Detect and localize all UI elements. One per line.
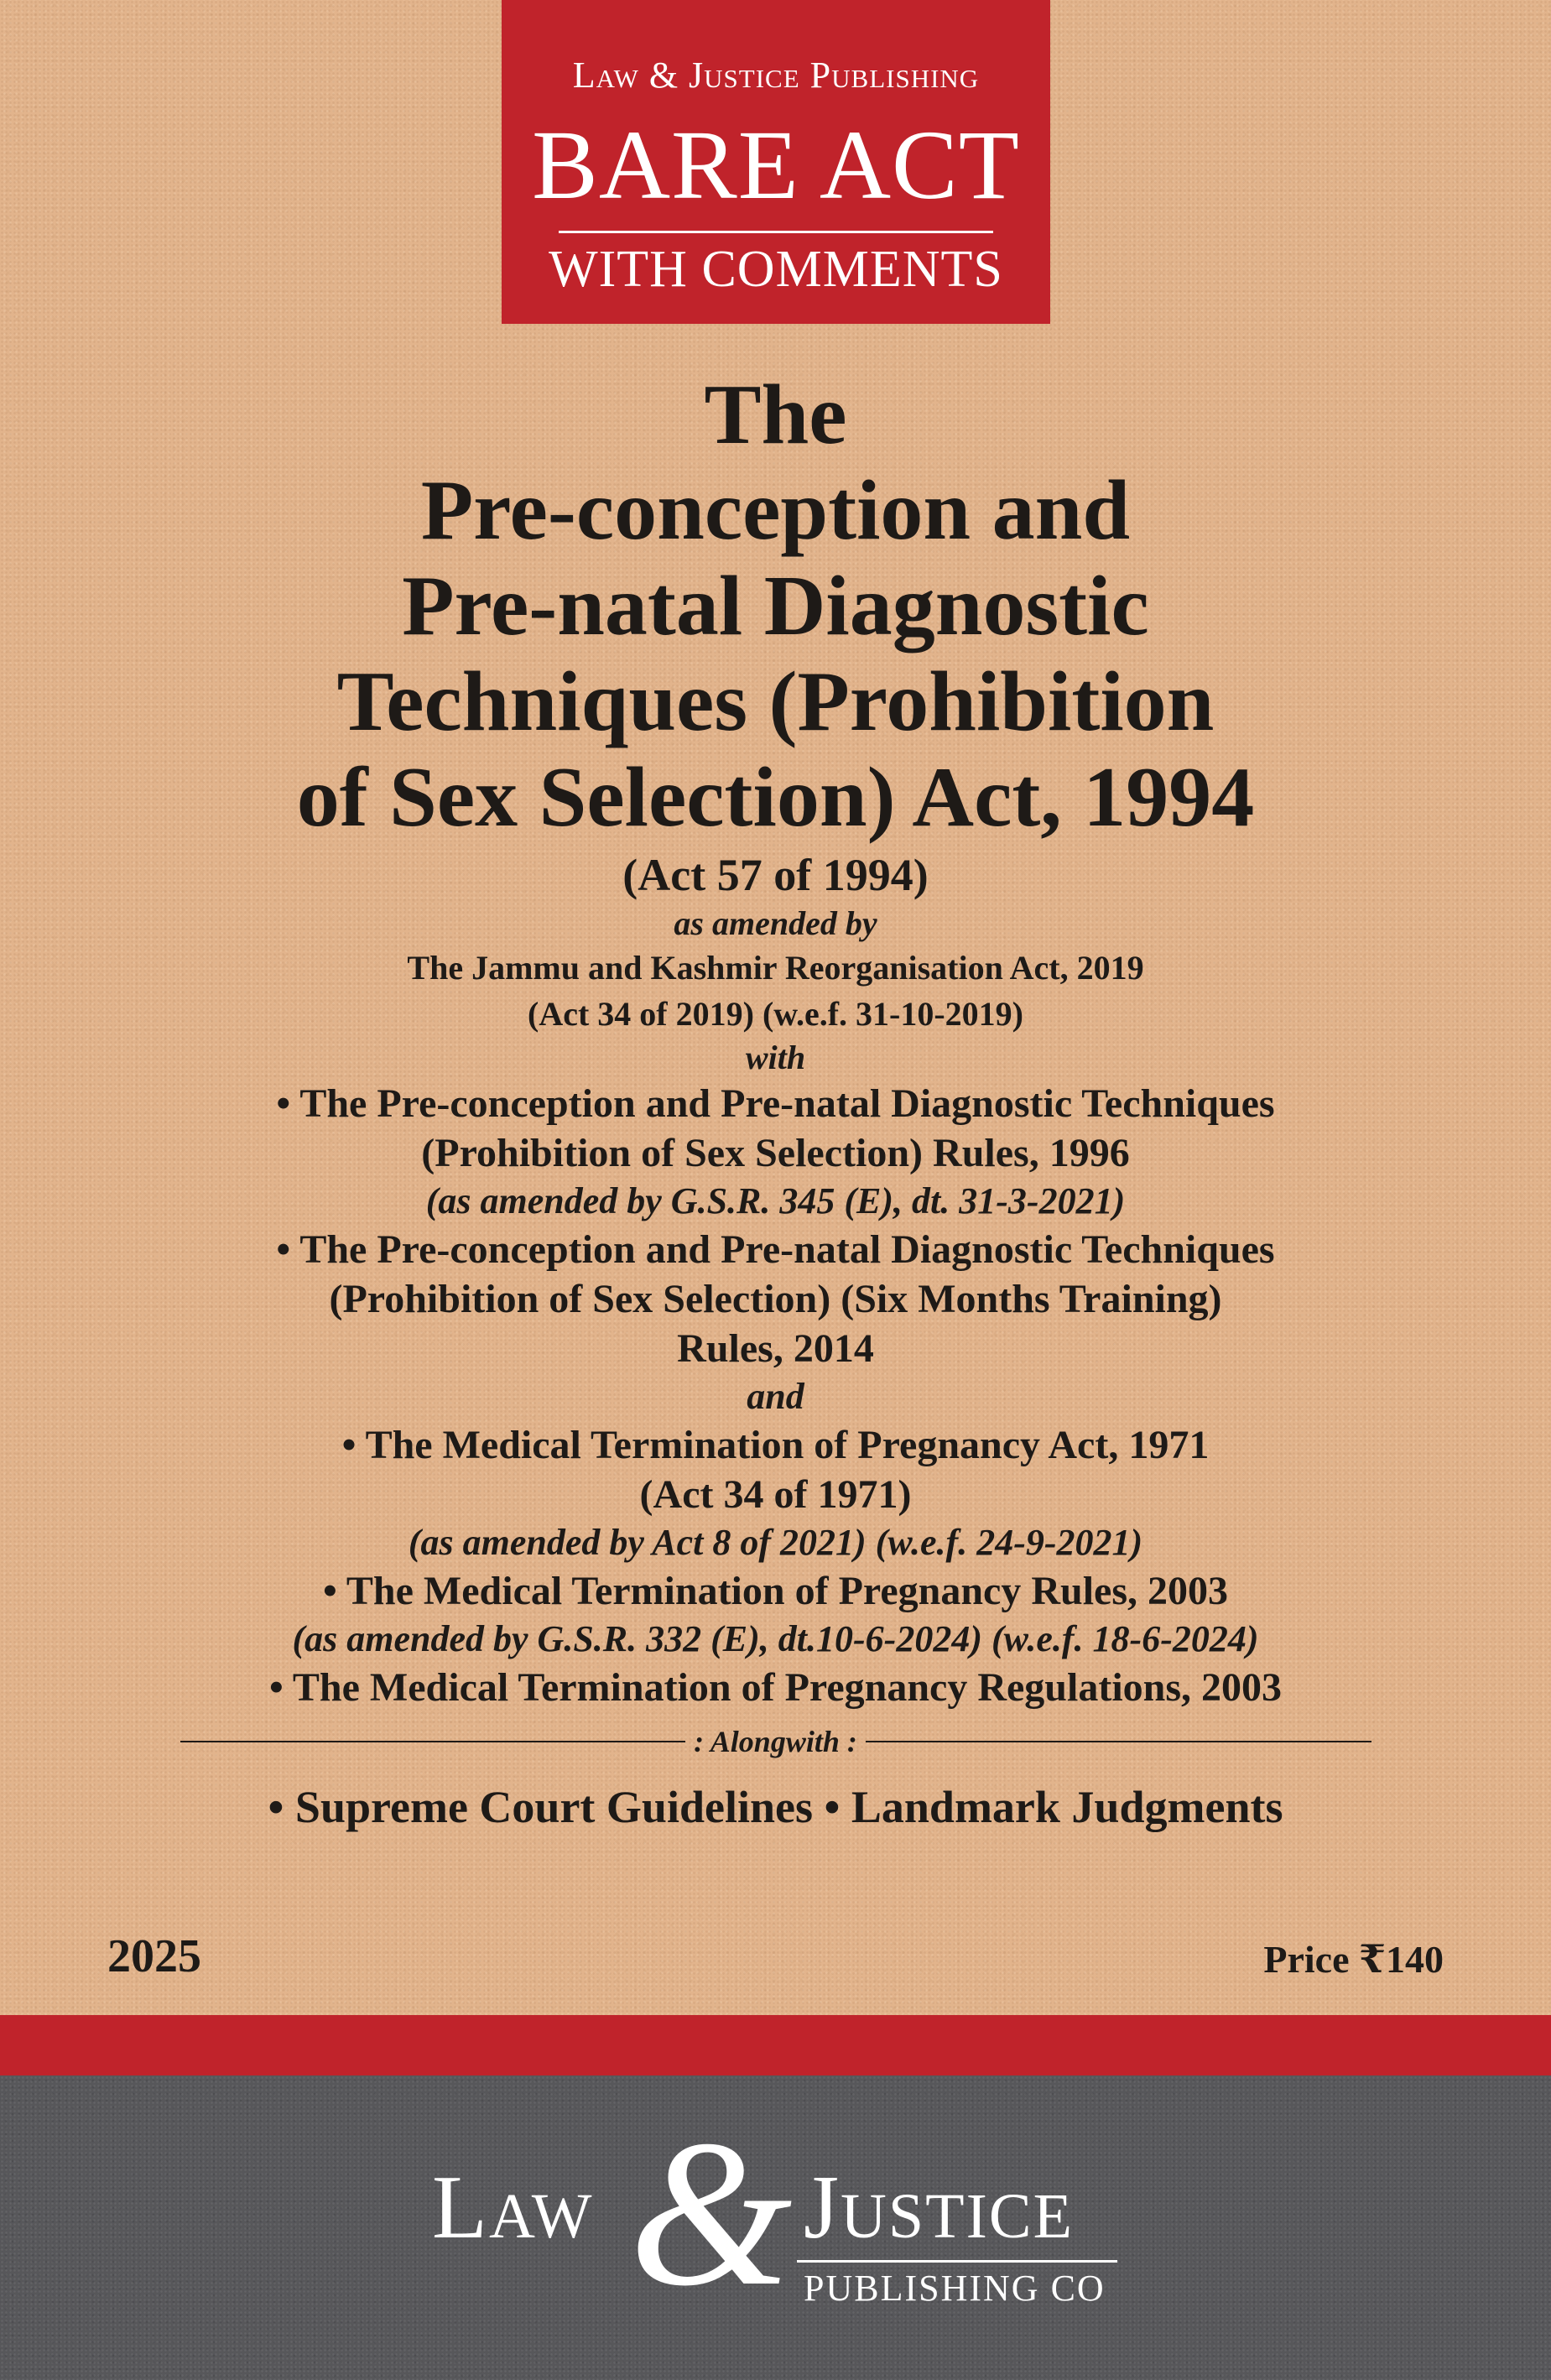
- logo-ampersand: &: [629, 2097, 793, 2330]
- badge-title: BARE ACT: [532, 110, 1020, 220]
- logo-tagline: PUBLISHING CO: [804, 2268, 1106, 2309]
- logo-divider: [797, 2260, 1117, 2263]
- act-number: (Act 57 of 1994): [622, 850, 929, 900]
- alongwith-label: : Alongwith :: [694, 1725, 857, 1758]
- mtp-act-line: (Act 34 of 1971): [639, 1472, 912, 1517]
- alongwith-divider: [180, 1721, 1371, 1763]
- title-line: The: [704, 367, 847, 462]
- mtp-rules-line: • The Medical Termination of Pregnancy Rules, 2003: [322, 1569, 1229, 1613]
- mtp-regulations-line: • The Medical Termination of Pregnancy Regulations, 2003: [268, 1665, 1283, 1710]
- logo-word-law: Law: [432, 2158, 594, 2258]
- contents-list: [0, 847, 1551, 1835]
- badge-publisher-name: Law & Justice Publishing: [572, 55, 980, 96]
- as-amended-by-label: as amended by: [674, 904, 877, 942]
- amending-act: The Jammu and Kashmir Reorganisation Act, 2019: [407, 949, 1144, 987]
- red-band: [0, 2015, 1551, 2075]
- divider-rule-left: [180, 1741, 686, 1742]
- with-label: with: [745, 1039, 806, 1076]
- extras-line: • Supreme Court Guidelines • Landmark Judgments: [268, 1782, 1283, 1832]
- rules-2014-line: Rules, 2014: [677, 1326, 874, 1371]
- rules-2014-line: (Prohibition of Sex Selection) (Six Months Training): [329, 1277, 1222, 1321]
- rules-1996-amendment: (as amended by G.S.R. 345 (E), dt. 31-3-2021): [425, 1180, 1126, 1221]
- amending-act-detail: (Act 34 of 2019) (w.e.f. 31-10-2019): [528, 995, 1023, 1033]
- book-title: [0, 367, 1551, 846]
- publisher-footer: [0, 2075, 1551, 2380]
- publisher-badge: [502, 0, 1050, 324]
- title-line: Techniques (Prohibition: [336, 654, 1215, 749]
- rules-1996-line: • The Pre-conception and Pre-natal Diagnostic Techniques: [276, 1081, 1275, 1126]
- logo-word-justice: Justice: [804, 2158, 1075, 2258]
- divider-rule-right: [866, 1741, 1371, 1742]
- rules-1996-line: (Prohibition of Sex Selection) Rules, 1996: [421, 1131, 1130, 1175]
- title-line: Pre-conception and: [420, 463, 1131, 558]
- mtp-act-amendment: (as amended by Act 8 of 2021) (w.e.f. 24-9-2021): [408, 1522, 1143, 1563]
- badge-subtitle: WITH COMMENTS: [549, 241, 1003, 298]
- badge-divider: [559, 231, 993, 233]
- and-label: and: [747, 1376, 804, 1417]
- publisher-logo: [0, 2075, 1551, 2380]
- title-line: of Sex Selection) Act, 1994: [296, 750, 1255, 845]
- price-label: Price ₹140: [1263, 1938, 1444, 1981]
- title-line: Pre-natal Diagnostic: [402, 559, 1149, 654]
- mtp-rules-amendment: (as amended by G.S.R. 332 (E), dt.10-6-2024) (w.e.f. 18-6-2024): [292, 1618, 1259, 1659]
- mtp-act-line: • The Medical Termination of Pregnancy Act, 1971: [341, 1423, 1210, 1467]
- rules-2014-line: • The Pre-conception and Pre-natal Diagnostic Techniques: [276, 1227, 1275, 1272]
- edition-year: 2025: [107, 1930, 201, 1982]
